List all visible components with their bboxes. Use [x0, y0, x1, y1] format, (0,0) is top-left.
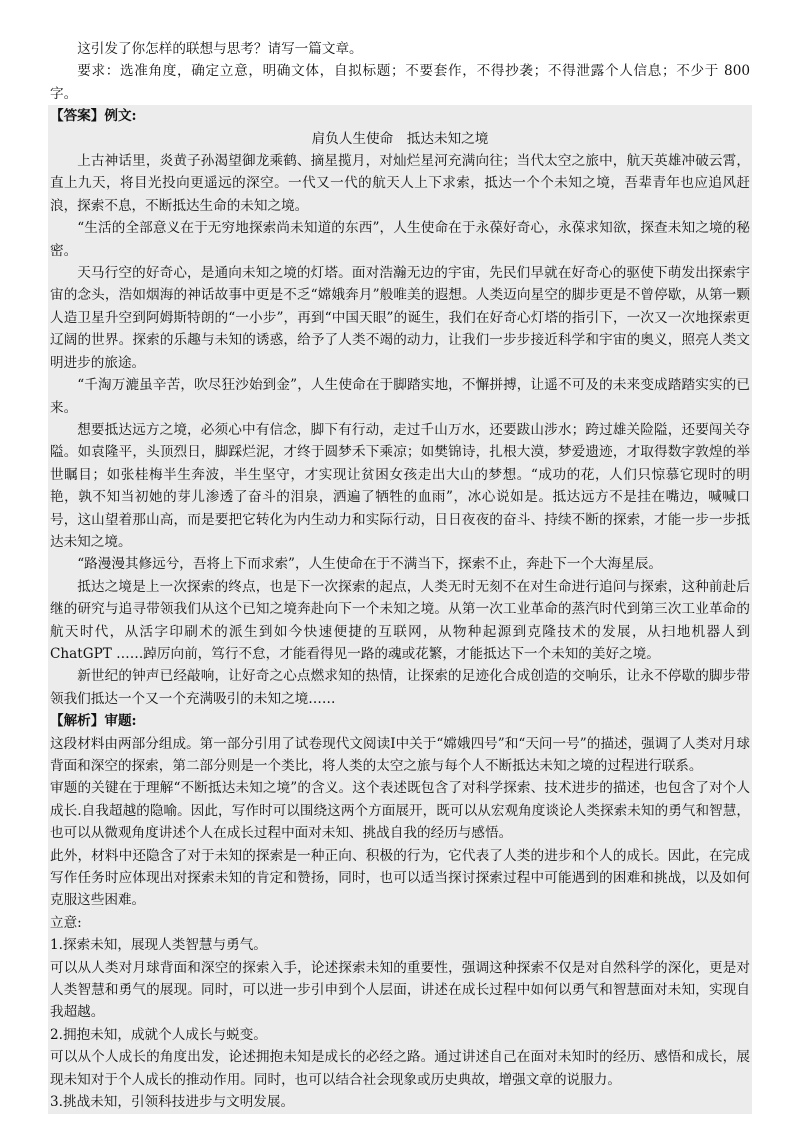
essay-paragraph: “千淘万漉虽辛苦，吹尽狂沙始到金”，人生使命在于脚踏实地，不懈拼搏，让遥不可及的未来变成踏踏实实的已来。	[50, 377, 750, 416]
answer-section	[48, 105, 752, 710]
essay-paragraph: “路漫漫其修远兮，吾将上下而求索”，人生使命在于不满当下，探索不止，奔赴下一个大海星辰。	[77, 556, 663, 573]
analysis-paragraph: 审题的关键在于理解“不断抵达未知之境”的含义。这个表述既包含了对科学探索、技术进步的描述，也包含了对个人成长.自我超越的隐喻。因此，写作时可以围绕这两个方面展开，既可以从宏观角度谈论人类探索未知的勇气和智慧，也可以从微观角度讲述个人在成长过程中面对未知、挑战自我的经历与感悟。	[50, 780, 750, 842]
analysis-point: 2.拥抱未知，成就个人成长与蜕变。	[50, 1026, 267, 1043]
analysis-heading	[50, 710, 750, 732]
analysis-subheading: 立意:	[50, 914, 82, 931]
analysis-section	[48, 710, 752, 1113]
analysis-paragraph: 可以从人类对月球背面和深空的探索入手，论述探索未知的重要性，强调这种探索不仅是对自然科学的深化，更是对人类智慧和勇气的展现。同时，可以进一步引申到个人层面，讲述在成长过程中如何以勇气和智慧面对未知，实现自我超越。	[50, 959, 750, 1021]
analysis-paragraph: 此外，材料中还隐含了对于未知的探索是一种正向、积极的行为，它代表了人类的进步和个人的成长。因此，在完成写作任务时应体现出对探索未知的肯定和赞扬，同时，也可以适当探讨探索过程中可能遇到的困难和挑战，以及如何克服这些困难。	[50, 847, 750, 909]
essay-paragraph: 上古神话里，炎黄子孙渴望御龙乘鹤、摘星揽月，对灿烂星河充满向往；当代太空之旅中，航天英雄冲破云霄，直上九天，将目光投向更遥远的深空。一代又一代的航天人上下求索，抵达一个个未知之境，吾辈青年也应追风赶浪，探索不息，不断抵达生命的未知之境。	[50, 153, 750, 214]
answer-label: 【答案】	[50, 108, 105, 125]
analysis-label: 【解析】	[50, 713, 105, 730]
prompt-line-1: 这引发了你怎样的联想与思考？请写一篇文章。	[77, 41, 363, 57]
answer-heading	[50, 105, 750, 127]
essay-paragraph: 天马行空的好奇心，是通向未知之境的灯塔。面对浩瀚无边的宇宙，先民们早就在好奇心的驱使下萌发出探索宇宙的念头，浩如烟海的神话故事中更是不乏“嫦娥奔月”般唯美的遐想。人类迈向星空的脚步更是不曾停歇，从第一颗人造卫星升空到阿姆斯特朗的“一小步”，再到“中国天眼”的诞生，我们在好奇心灯塔的指引下，一次又一次地探索更辽阔的世界。探索的乐趣与未知的诱惑，给予了人类不竭的动力，让我们一步步接近科学和宇宙的奥义，照亮人类文明进步的旅途。	[50, 265, 750, 371]
analysis-sublabel: 审题:	[104, 713, 137, 730]
document-page	[50, 38, 750, 1114]
essay-paragraph: 抵达之境是上一次探索的终点，也是下一次探索的起点，人类无时无刻不在对生命进行追问与探索，这种前赴后继的研究与追寻带领我们从这个已知之境奔赴向下一个未知之境。从第一次工业革命的蒸汽时代到第三次工业革命的航天时代，从活字印刷术的派生到如今快速便捷的互联网，从物种起源到克隆技术的发展，从扫地机器人到 ChatGPT ……踔厉向前，笃行不怠，才能看得见一路的魂或花繁，才能抵达下一个未知的美好之境。	[50, 578, 750, 662]
essay-title: 肩负人生使命 抵达未知之境	[311, 130, 489, 147]
essay-paragraph: “生活的全部意义在于无穷地探索尚未知道的东西”，人生使命在于永葆好奇心，永葆求知欲，探查未知之境的秘密。	[50, 220, 750, 259]
analysis-paragraph: 可以从个人成长的角度出发，论述拥抱未知是成长的必经之路。通过讲述自己在面对未知时的经历、感悟和成长，展现未知对于个人成长的推动作用。同时，也可以结合社会现象或历史典故，增强文章的说服力。	[50, 1049, 750, 1088]
analysis-paragraph: 这段材料由两部分组成。第一部分引用了试卷现代文阅读Ⅰ中关于“嫦娥四号”和“天问一号”的描述，强调了人类对月球背面和深空的探索，第二部分则是一个类比，将人类的太空之旅与每个人不断抵达未知之境的过程进行联系。	[50, 735, 750, 774]
answer-sublabel: 例文:	[104, 108, 137, 125]
essay-paragraph: 想要抵达远方之境，必须心中有信念，脚下有行动，走过千山万水，还要跋山涉水；跨过雄关险隘，还要闯关夺隘。如袁隆平，头顶烈日，脚踩烂泥，才终于圆梦禾下乘凉；如樊锦诗，扎根大漠，梦爱遗迹，才取得数字敦煌的举世瞩目；如张桂梅半生奔波，半生坚守，才实现让贫困女孩走出大山的梦想。“成功的花，人们只惊慕它现时的明艳，孰不知当初她的芽儿渗透了奋斗的泪泉，洒遍了牺牲的血雨”，冰心说如是。抵达远方不是挂在嘴边，喊喊口号，这山望着那山高，而是要把它转化为内生动力和实际行动，日日夜夜的奋斗、持续不断的探索，才能一步一步抵达未知之境。	[50, 421, 750, 550]
essay-paragraph: 新世纪的钟声已经敲响，让好奇之心点燃求知的热情，让探索的足迹化合成创造的交响乐，让永不停歇的脚步带领我们抵达一个又一个充满吸引的未知之境……	[50, 668, 750, 707]
analysis-point: 3.挑战未知，引领科技进步与文明发展。	[50, 1094, 295, 1111]
prompt-requirements: 要求：选准角度，确定立意，明确文体，自拟标题；不要套作，不得抄袭；不得泄露个人信息；不少于 800 字。	[50, 63, 750, 102]
analysis-point: 1.探索未知，展现人类智慧与勇气。	[50, 937, 267, 954]
